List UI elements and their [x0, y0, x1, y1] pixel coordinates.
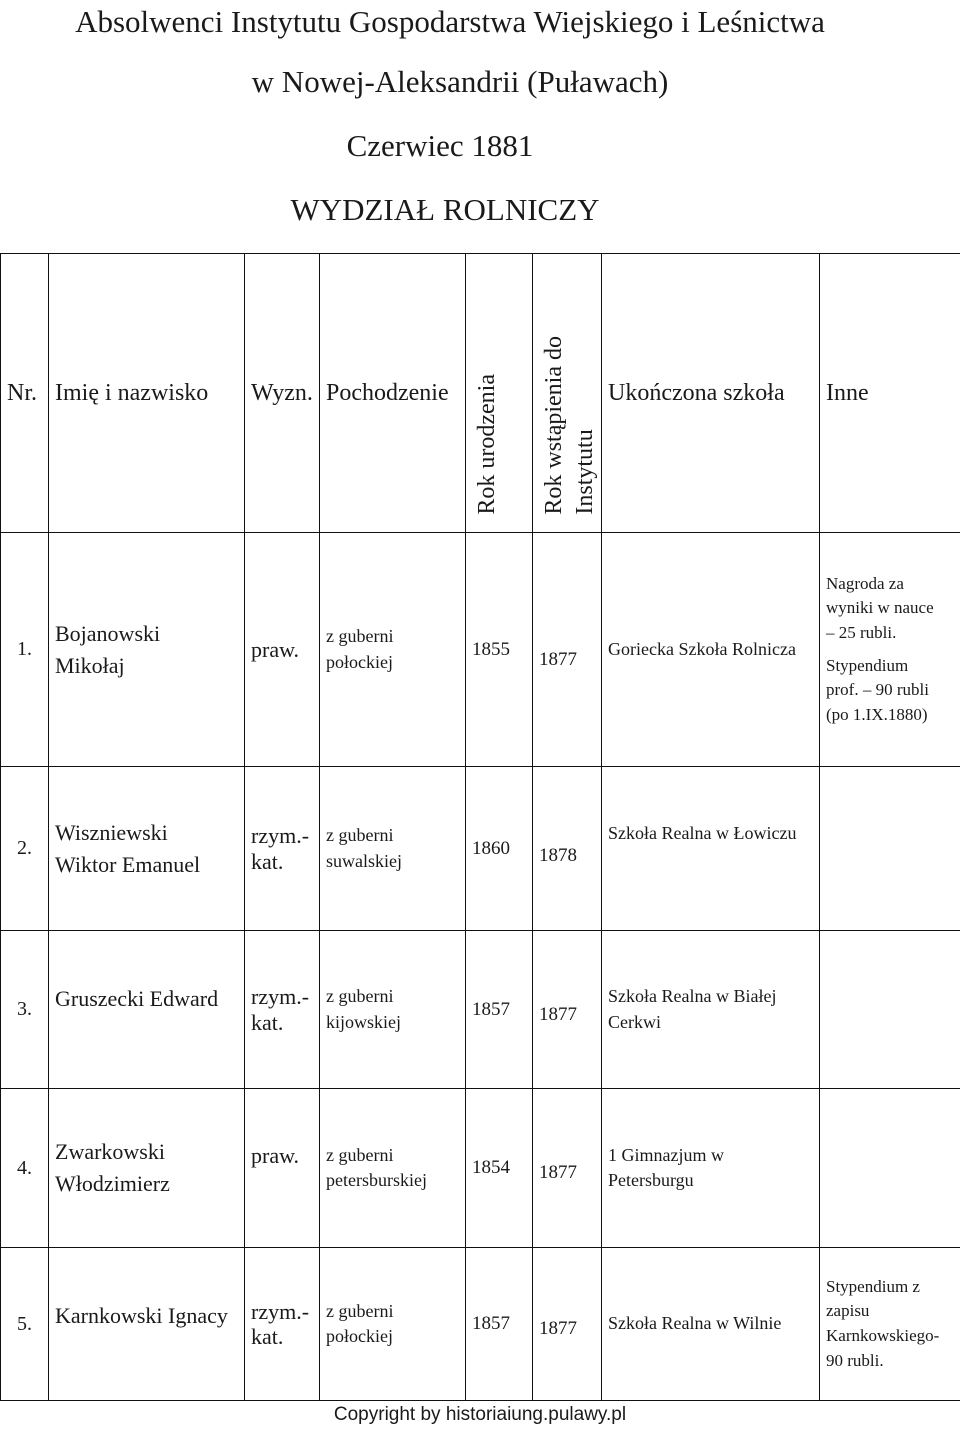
cell-wyzn: praw. — [245, 1089, 320, 1248]
cell-name: Bojanowski Mikołaj — [49, 533, 245, 767]
table-header-row — [1, 254, 960, 533]
cell-szkola: Szkoła Realna w Łowiczu — [602, 767, 820, 931]
cell-wyzn: rzym.- kat. — [245, 931, 320, 1089]
graduates-table — [0, 253, 960, 1401]
cell-wyzn: rzym.- kat. — [245, 767, 320, 931]
cell-pochodzenie: z guberni połockiej — [320, 1248, 466, 1401]
cell-pochodzenie: z guberni suwalskiej — [320, 767, 466, 931]
table-row — [1, 931, 960, 1089]
cell-szkola: Szkoła Realna w Wilnie — [602, 1248, 820, 1401]
col-header-szkola: Ukończona szkoła — [602, 254, 820, 533]
cell-pochodzenie: z guberni petersburskiej — [320, 1089, 466, 1248]
col-header-rok-wstapienia: Rok wstąpienia do Instytutu — [533, 254, 602, 533]
col-header-pochodzenie: Pochodzenie — [320, 254, 466, 533]
table-row — [1, 767, 960, 931]
table-row — [1, 533, 960, 767]
cell-nr: 4. — [1, 1089, 49, 1248]
cell-entered: 1877 — [533, 533, 602, 767]
cell-born: 1855 — [466, 533, 533, 767]
cell-inne — [820, 1089, 960, 1248]
cell-inne — [820, 931, 960, 1089]
cell-nr: 1. — [1, 533, 49, 767]
cell-name: Zwarkowski Włodzimierz — [49, 1089, 245, 1248]
cell-inne: Stypendium z zapisu Karnkowskiego- 90 rubli. — [820, 1248, 960, 1401]
faculty-title: WYDZIAŁ ROLNICZY — [290, 192, 600, 227]
title-date: Czerwiec 1881 — [346, 128, 534, 163]
cell-szkola: Szkoła Realna w Białej Cerkwi — [602, 931, 820, 1089]
title-line-1: Absolwenci Instytutu Gospodarstwa Wiejskiego i Leśnictwa — [75, 4, 825, 39]
copyright-footer: Copyright by historiaiung.pulawy.pl — [333, 1404, 627, 1425]
cell-born: 1860 — [466, 767, 533, 931]
cell-born: 1857 — [466, 931, 533, 1089]
cell-pochodzenie: z guberni połockiej — [320, 533, 466, 767]
col-header-inne: Inne — [820, 254, 960, 533]
title-line-2: w Nowej-Aleksandrii (Puławach) — [251, 64, 669, 99]
cell-wyzn: praw. — [245, 533, 320, 767]
cell-born: 1857 — [466, 1248, 533, 1401]
cell-born: 1854 — [466, 1089, 533, 1248]
cell-szkola: Goriecka Szkoła Rolnicza — [602, 533, 820, 767]
cell-nr: 3. — [1, 931, 49, 1089]
cell-name: Wiszniewski Wiktor Emanuel — [49, 767, 245, 931]
cell-name: Gruszecki Edward — [49, 931, 245, 1089]
cell-wyzn: rzym.- kat. — [245, 1248, 320, 1401]
cell-entered: 1877 — [533, 931, 602, 1089]
table-row — [1, 1248, 960, 1401]
cell-nr: 2. — [1, 767, 49, 931]
cell-inne: Nagroda za wyniki w nauce – 25 rubli. Stypendium prof. – 90 rubli (po 1.IX.1880) — [820, 533, 960, 767]
cell-entered: 1877 — [533, 1248, 602, 1401]
col-header-name: Imię i nazwisko — [49, 254, 245, 533]
col-header-rok-urodzenia: Rok urodzenia — [466, 254, 533, 533]
cell-entered: 1878 — [533, 767, 602, 931]
col-header-nr: Nr. — [1, 254, 49, 533]
cell-szkola: 1 Gimnazjum w Petersburgu — [602, 1089, 820, 1248]
col-header-wyzn: Wyzn. — [245, 254, 320, 533]
cell-name: Karnkowski Ignacy — [49, 1248, 245, 1401]
cell-inne — [820, 767, 960, 931]
cell-pochodzenie: z guberni kijowskiej — [320, 931, 466, 1089]
cell-nr: 5. — [1, 1248, 49, 1401]
table-row — [1, 1089, 960, 1248]
cell-entered: 1877 — [533, 1089, 602, 1248]
